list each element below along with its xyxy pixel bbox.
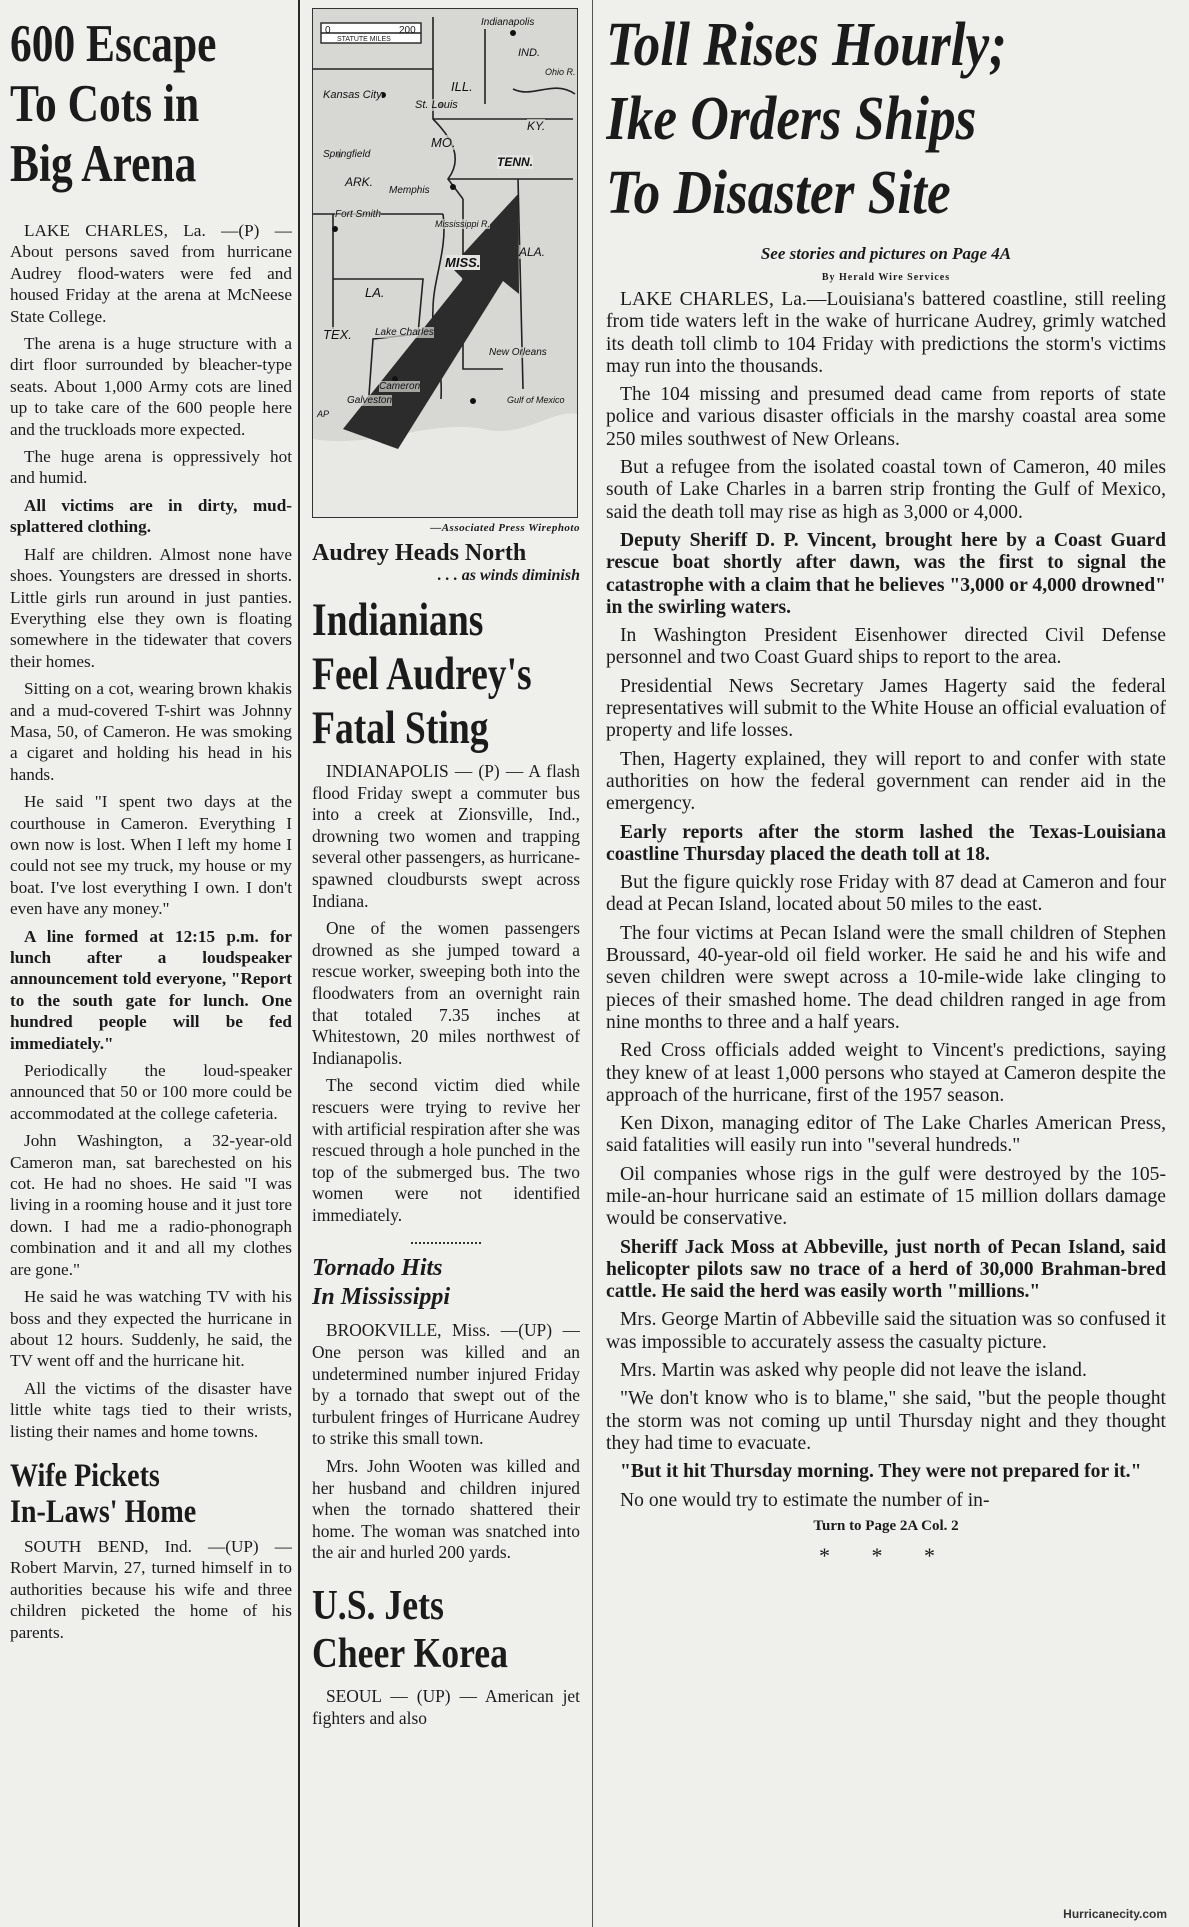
- toll-paragraph: Then, Hagerty explained, they will report to and confer with state authorities on how the federal government can render aid in the emergency.: [606, 748, 1166, 815]
- map-label: IND.: [518, 47, 540, 59]
- toll-paragraph: "We don't know who is to blame," she said, "but the people thought the storm was not coming up until Thursday night and they thought they had time to evacuate.: [606, 1388, 1166, 1454]
- arena-paragraph: All the victims of the disaster have little white tags tied to their wrists, listing their names and home towns.: [10, 1378, 292, 1441]
- hurricane-path-map: [312, 8, 578, 518]
- map-label: Fort Smith: [335, 209, 382, 220]
- arena-paragraph: John Washington, a 32-year-old Cameron man, sat barechested on his cot. He had no shoes. He said "I was living in a rooming house and it just tore down. I had me a radio-phonograph combination and it and all my clothes are gone.": [10, 1131, 292, 1279]
- map-label: ILL.: [451, 79, 473, 94]
- map-label: LA.: [365, 285, 385, 300]
- headline-line: U.S. Jets: [312, 1583, 444, 1629]
- column-left: [10, 0, 292, 1927]
- source-watermark: Hurricanecity.com: [1063, 1907, 1167, 1921]
- map-scale-label: STATUTE MILES: [337, 36, 391, 43]
- toll-paragraph: Presidential News Secretary James Hagerty said the federal representatives will submit to the White House an official evaluation of property and life losses.: [606, 675, 1166, 742]
- headline-line: Wife Pickets: [10, 1457, 160, 1494]
- toll-paragraph: Mrs. George Martin of Abbeville said the situation was so confused it was impossible to accurately assess the casualty picture.: [606, 1309, 1166, 1353]
- map-label: TENN.: [497, 155, 533, 169]
- article-600-escape: [10, 220, 292, 1442]
- column-right: [606, 0, 1166, 1927]
- headline-wife-pickets: [10, 1458, 292, 1530]
- arena-paragraph: Sitting on a cot, wearing brown khakis and a mud-covered T-shirt was Johnny Masa, 50, of Cameron. He was smoking a cigaret and holding his head in his hands.: [10, 679, 292, 784]
- toll-paragraph: In Washington President Eisenhower directed Civil Defense personnel and two Coast Guard ships to report to the area.: [606, 625, 1166, 669]
- map-label: ARK.: [345, 175, 374, 189]
- article-us-jets: [312, 1686, 580, 1729]
- map-label: ALA.: [519, 245, 546, 259]
- map-label: Cameron: [379, 381, 421, 392]
- toll-paragraph: Oil companies whose rigs in the gulf were destroyed by the 105-mile-an-hour hurricane said an estimate of 15 million dollars damage would be conservative.: [606, 1163, 1166, 1230]
- headline-line: Cheer Korea: [312, 1631, 508, 1677]
- map-label: Mississippi R.: [435, 219, 491, 229]
- arena-paragraph: He said he was watching TV with his boss and they expected the hurricane in about 12 hours. Suddenly, he said, the TV went off and the hurricane hit.: [10, 1287, 292, 1371]
- map-label: Indianapolis: [481, 17, 535, 28]
- column-rule-middle: [592, 0, 593, 1927]
- arena-paragraph: A line formed at 12:15 p.m. for lunch after a loudspeaker announcement told everyone, "Report to the south gate for lunch. One hundred people will be fed immediately.": [10, 926, 292, 1053]
- headline-line: Toll Rises Hourly;: [606, 11, 1007, 79]
- map-label: Ohio R.: [545, 67, 576, 77]
- tornado-paragraph: BROOKVILLE, Miss. —(UP) — One person was killed and an undetermined number injured Friday by a tornado that swept out of the turbulent fringes of Hurricane Audrey to strike this small town.: [312, 1320, 580, 1449]
- map-label: Memphis: [389, 185, 430, 196]
- indianians-paragraph: INDIANAPOLIS — (P) — A flash flood Friday swept a commuter bus into a creek at Zionsville, Ind., drowning two women and trapping several other passengers, as hurricane-spawned cloudbursts swept across Indiana.: [312, 761, 580, 911]
- headline-line: To Disaster Site: [606, 159, 951, 227]
- headline-us-jets: [312, 1582, 580, 1678]
- toll-paragraph: Sheriff Jack Moss at Abbeville, just north of Pecan Island, said helicopter pilots saw no trace of a herd of 30,000 Brahman-bred cattle. He said the herd was easily worth "millions.": [606, 1236, 1166, 1303]
- toll-paragraph: Ken Dixon, managing editor of The Lake Charles American Press, said fatalities will easily run into "several hundreds.": [606, 1113, 1166, 1157]
- headline-toll-rises: [606, 8, 1166, 230]
- arena-paragraph: LAKE CHARLES, La. —(P) — About persons saved from hurricane Audrey flood-waters were fed and housed Friday at the arena at McNeese State College.: [10, 221, 292, 326]
- ornament-stars: * * *: [819, 1542, 953, 1568]
- see-stories-note: See stories and pictures on Page 4A: [760, 244, 1012, 263]
- headline-line: 600 Escape: [10, 15, 217, 73]
- headline-600-escape: [10, 14, 292, 194]
- toll-paragraph: But the figure quickly rose Friday with 87 dead at Cameron and four dead at Pecan Island, located about 50 miles to the east.: [606, 872, 1166, 916]
- headline-line: To Cots in: [10, 75, 200, 133]
- continuation-note: Turn to Page 2A Col. 2: [813, 1517, 959, 1534]
- map-label: TEX.: [323, 327, 352, 342]
- headline-line: Fatal Sting: [312, 702, 489, 754]
- map-caption-title: Audrey Heads North: [312, 540, 527, 566]
- map-label: New Orleans: [489, 347, 547, 358]
- arena-paragraph: The huge arena is oppressively hot and humid.: [10, 447, 292, 488]
- toll-paragraph: Deputy Sheriff D. P. Vincent, brought here by a Coast Guard rescue boat shortly after dawn, was the first to signal the catastrophe with a claim that he believes "3,000 or 4,000 drowned" in the swirling waters.: [606, 529, 1166, 618]
- section-divider: [411, 1242, 481, 1244]
- toll-paragraph: Mrs. Martin was asked why people did not leave the island.: [620, 1360, 1087, 1382]
- subhead-tornado: [312, 1254, 580, 1312]
- jets-paragraph: SEOUL — (UP) — American jet fighters and also: [312, 1686, 580, 1728]
- photo-credit: —Associated Press Wirephoto: [430, 522, 580, 534]
- map-label: Springfield: [323, 149, 371, 160]
- toll-paragraph: "But it hit Thursday morning. They were not prepared for it.": [620, 1461, 1142, 1483]
- indianians-paragraph: The second victim died while rescuers were trying to revive her with artificial respiration after she was rescued through a hole punched in the top of the submerged bus. The two women were not identified immediately.: [312, 1075, 580, 1225]
- column-middle: [312, 0, 580, 1927]
- map-label: St. Louis: [415, 99, 458, 111]
- map-label: Gulf of Mexico: [507, 395, 565, 405]
- toll-paragraph: The four victims at Pecan Island were the small children of Stephen Broussard, 40-year-old oil field worker. He said he and his wife and seven children were swept across a 10-mile-wide lake clinging to pieces of their smashed home. The dead children ranged in age from nine months to three and a half years.: [606, 922, 1166, 1033]
- map-caption-subtitle: . . . as winds diminish: [437, 567, 580, 584]
- arena-paragraph: All victims are in dirty, mud-splattered clothing.: [10, 495, 292, 537]
- map-scale-zero: 0: [325, 25, 331, 36]
- map-scale-max: 200: [399, 25, 416, 36]
- map-label: AP: [317, 409, 330, 419]
- subhead-line: Tornado Hits: [312, 1255, 443, 1282]
- headline-line: Indianians: [312, 594, 484, 646]
- map-label: MO.: [431, 135, 456, 150]
- article-tornado: [312, 1320, 580, 1564]
- toll-paragraph: Early reports after the storm lashed the Texas-Louisiana coastline Thursday placed the death toll at 18.: [606, 821, 1166, 865]
- pickets-paragraph: SOUTH BEND, Ind. —(UP) — Robert Marvin, 27, turned himself in to authorities because his wife and three children picketed the home of his parents.: [10, 1536, 292, 1642]
- toll-paragraph: No one would try to estimate the number of in-: [620, 1489, 990, 1511]
- arena-paragraph: The arena is a huge structure with a dirt floor surrounded by bleacher-type seats. About 1,000 Army cots are lined up to take care of the 600 people here and the truckloads more expected.: [10, 334, 292, 439]
- map-label: Galveston: [347, 395, 393, 406]
- toll-paragraph: But a refugee from the isolated coastal town of Cameron, 40 miles south of Lake Charles in a barren strip fronting the Gulf of Mexico, said the death toll may rise as high as 3,000 or 4,000.: [606, 457, 1166, 523]
- headline-line: Big Arena: [10, 135, 197, 193]
- map-label: Lake Charles: [375, 327, 434, 338]
- indianians-paragraph: One of the women passengers drowned as she jumped toward a rescue worker, sweeping both into the floodwaters from an overnight rain that totaled 7.35 inches at Whitestown, 20 miles northwest of Indianapolis.: [312, 918, 580, 1068]
- subhead-line: In Mississippi: [312, 1284, 451, 1311]
- arena-paragraph: Half are children. Almost none have shoes. Youngsters are dressed in shorts. Little girls run around in just panties. Everything else they own is floating somewhere in the tidewater that covers their homes.: [10, 544, 292, 671]
- headline-line: In-Laws' Home: [10, 1493, 197, 1530]
- arena-paragraph: Periodically the loud-speaker announced that 50 or 100 more could be accommodated at the college cafeteria.: [10, 1061, 292, 1123]
- toll-paragraph: The 104 missing and presumed dead came from reports of state police and various disaster officials in the marshy coastal area some 250 miles southwest of New Orleans.: [606, 384, 1166, 450]
- article-indianians: [312, 761, 580, 1226]
- headline-indianians: [312, 593, 580, 755]
- article-wife-pickets: [10, 1536, 292, 1643]
- toll-paragraph: LAKE CHARLES, La.—Louisiana's battered coastline, still reeling from tide waters left in the wake of hurricane Audrey, grimly watched its death toll climb to 104 Friday with predictions the storm's victims may run into the thousands.: [606, 289, 1166, 377]
- tornado-paragraph: Mrs. John Wooten was killed and her husband and children injured when the tornado shattered their home. The woman was snatched into the air and hurled 200 yards.: [312, 1456, 580, 1563]
- map-label: KY.: [527, 119, 546, 133]
- map-label: MISS.: [445, 255, 481, 270]
- column-rule-left: [298, 0, 300, 1927]
- byline: By Herald Wire Services: [821, 272, 951, 283]
- article-toll-rises: [606, 289, 1166, 1512]
- map-label: Kansas City: [323, 89, 382, 101]
- headline-line: Feel Audrey's: [312, 648, 532, 700]
- headline-line: Ike Orders Ships: [606, 85, 977, 153]
- arena-paragraph: He said "I spent two days at the courthouse in Cameron. Everything I own now is lost. When I left my home I could not see my truck, my house or my boat. I've lost everything I own. I don't even have any money.": [10, 792, 292, 919]
- toll-paragraph: Red Cross officials added weight to Vincent's predictions, saying they knew of at least 1,000 persons who stayed at Cameron despite the approach of the hurricane, first of the 1957 season.: [606, 1040, 1166, 1106]
